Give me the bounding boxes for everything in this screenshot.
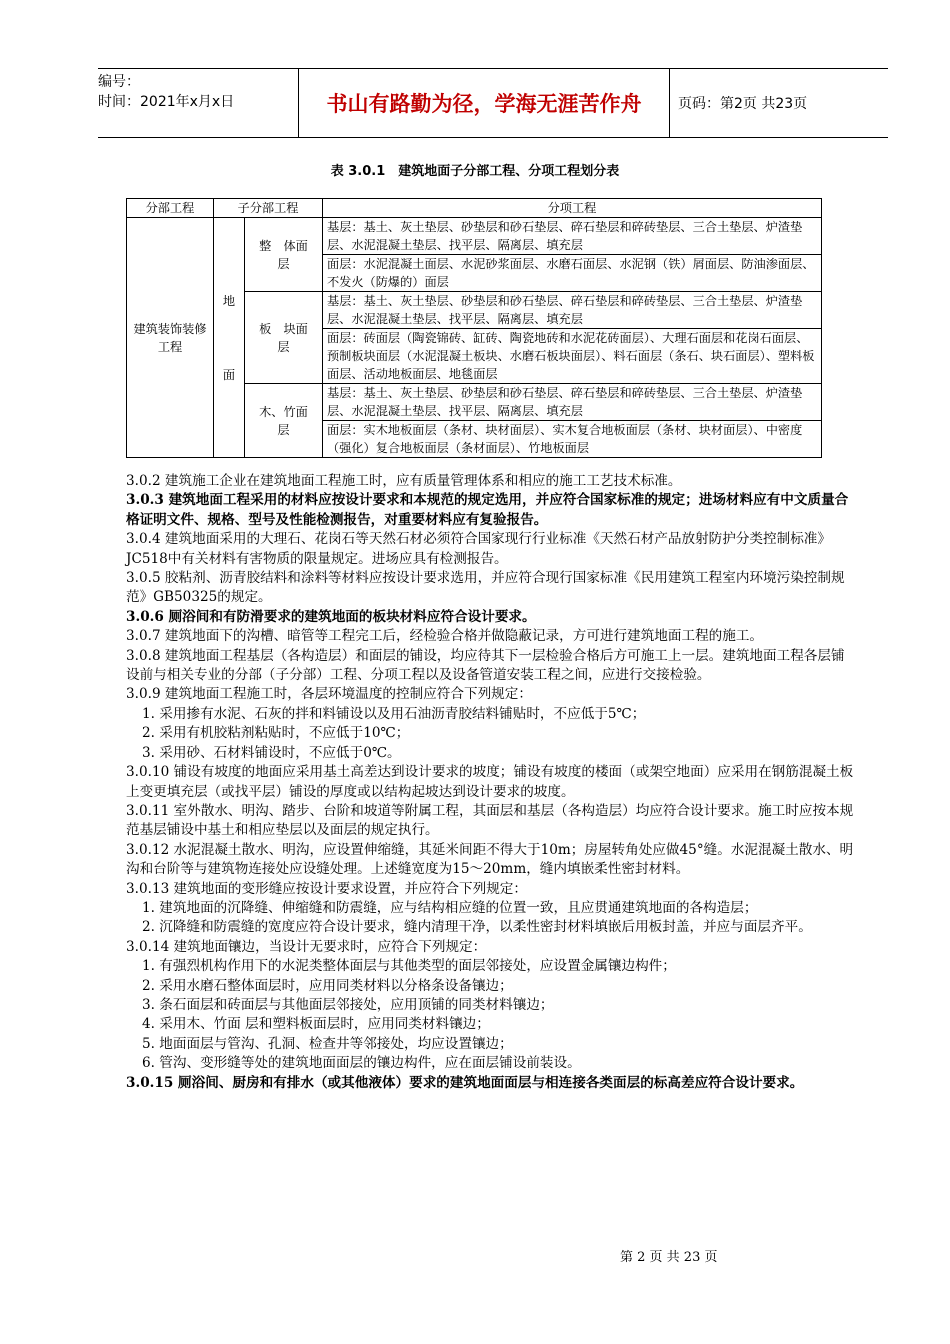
clause-paragraph: 3.0.6 厕浴间和有防滑要求的建筑地面的板块材料应符合设计要求。	[126, 608, 536, 625]
division-table	[126, 198, 822, 458]
part-cell: 建筑装饰装修工程	[127, 218, 214, 458]
clause-paragraph: 3.0.5 胶粘剂、沥青胶结料和涂料等材料应按设计要求选用，并应符合现行国家标准《民用建筑工程室内环境污染控制规范》GB50325的规定。	[126, 570, 845, 606]
list-item: 3. 采用砂、石材料铺设时，不应低于0℃。	[142, 744, 401, 761]
time-label: 时间：2021年x月x日	[98, 94, 235, 110]
base-cell: 基层：基土、灰土垫层、砂垫层和砂石垫层、碎石垫层和碎砖垫层、三合土垫层、炉渣垫层、水泥混凝土垫层、找平层、隔离层、填充层	[323, 384, 822, 421]
list-item: 2. 沉降缝和防震缝的宽度应符合设计要求，缝内清理干净，以柔性密封材料填嵌后用板封盖，并应与面层齐平。	[142, 919, 812, 936]
clause-paragraph: 3.0.7 建筑地面下的沟槽、暗管等工程完工后，经检验合格并做隐蔽记录，方可进行建筑地面工程的施工。	[126, 628, 764, 645]
table-caption: 表 3.0.1 建筑地面子分部工程、分项工程划分表	[330, 164, 620, 179]
surface-cell: 面层：实木地板面层（条材、块材面层）、实木复合地板面层（条材、块材面层）、中密度（强化）复合地板面层（条材面层）、竹地板面层	[323, 421, 822, 458]
list-item: 3. 条石面层和砖面层与其他面层邻接处，应用顶铺的同类材料镶边；	[142, 996, 554, 1013]
clause-paragraph: 3.0.13 建筑地面的变形缝应按设计要求设置，并应符合下列规定：	[126, 880, 527, 897]
base-cell: 基层：基土、灰土垫层、砂垫层和砂石垫层、碎石垫层和碎砖垫层、三合土垫层、炉渣垫层、水泥混凝土垫层、找平层、隔离层、填充层	[323, 292, 822, 329]
page-footer: 第 2 页 共 23 页	[620, 1250, 718, 1265]
clause-paragraph: 3.0.15 厕浴间、厨房和有排水（或其他液体）要求的建筑地面面层与相连接各类面层的标高差应符合设计要求。	[126, 1074, 804, 1091]
list-item: 1. 有强烈机构作用下的水泥类整体面层与其他类型的面层邻接处，应设置金属镶边构件；	[142, 958, 676, 975]
clause-paragraph: 3.0.4 建筑地面采用的大理石、花岗石等天然石材必须符合国家现行行业标准《天然石材产品放射防护分类控制标准》JC518中有关材料有害物质的限量规定。进场应具有检测报告。	[126, 531, 831, 567]
clause-paragraph: 3.0.10 铺设有坡度的地面应采用基土高差达到设计要求的坡度；铺设有坡度的楼面（或架空地面）应采用在钢筋混凝土板上变更填充层（或找平层）铺设的厚度或以结构起坡达到设计要求的坡度。	[126, 764, 854, 800]
group-name: 木、竹面 层	[244, 384, 322, 458]
group-name: 整 体面 层	[244, 218, 322, 292]
clause-paragraph: 3.0.2 建筑施工企业在建筑地面工程施工时，应有质量管理体系和相应的施工工艺技术标准。	[126, 473, 682, 489]
number-label: 编号：	[98, 74, 140, 90]
clause-paragraph: 3.0.11 室外散水、明沟、踏步、台阶和坡道等附属工程，其面层和基层（各构造层）均应符合设计要求。施工时应按本规范基层铺设中基土和相应垫层以及面层的规定执行。	[126, 802, 854, 839]
clause-paragraph: 3.0.3 建筑地面工程采用的材料应按设计要求和本规范的规定选用，并应符合国家标准的规定；进场材料应有中文质量合格证明文件、规格、型号及性能检测报告，对重要材料应有复验报告。	[126, 492, 849, 528]
surface-cell: 面层：水泥混凝土面层、水泥砂浆面层、水磨石面层、水泥钢（铁）屑面层、防油渗面层、不发火（防爆的）面层	[323, 255, 822, 292]
list-item: 2. 采用有机胶粘剂粘贴时，不应低于10℃；	[142, 725, 410, 742]
sub-char-1: 地	[222, 293, 236, 308]
list-item: 1. 建筑地面的沉降缝、伸缩缝和防震缝，应与结构相应缝的位置一致，且应贯通建筑地面的各构造层；	[142, 899, 758, 916]
header-part: 分部工程	[127, 199, 214, 218]
header-page-label: 页码：第2页 共23页	[678, 96, 808, 112]
header-meta	[98, 69, 298, 137]
header-sub: 子分部工程	[214, 199, 323, 218]
group-name: 板 块面 层	[244, 292, 322, 384]
clause-paragraph: 3.0.14 建筑地面镶边，当设计无要求时，应符合下列规定：	[126, 938, 487, 955]
list-item: 5. 地面面层与管沟、孔洞、检查井等邻接处，均应设置镶边；	[142, 1035, 513, 1052]
clause-paragraph: 3.0.12 水泥混凝土散水、明沟，应设置伸缩缝，其延米间距不得大于10m；房屋转角处应做45°缝。水泥混凝土散水、明沟和台阶等与建筑物连接处应设缝处理。上述缝宽度为15～20mm，缝内填嵌柔性密封材料。	[126, 841, 854, 878]
list-item: 6. 管沟、变形缝等处的建筑地面面层的镶边构件，应在面层铺设前装设。	[142, 1055, 581, 1072]
list-item: 2. 采用水磨石整体面层时，应用同类材料以分格条设备镶边；	[142, 977, 513, 994]
page-header	[98, 68, 888, 138]
clause-paragraph: 3.0.9 建筑地面工程施工时，各层环境温度的控制应符合下列规定：	[126, 686, 532, 703]
base-cell: 基层：基土、灰土垫层、砂垫层和砂石垫层、碎石垫层和碎砖垫层、三合土垫层、炉渣垫层、水泥混凝土垫层、找平层、隔离层、填充层	[323, 218, 822, 255]
clause-paragraph: 3.0.8 建筑地面工程基层（各构造层）和面层的铺设，均应待其下一层检验合格后方可施工上一层。建筑地面工程各层铺设前与相关专业的分部（子分部）工程、分项工程以及设备管道安装工程之间，应进行交接检验。	[126, 647, 845, 684]
table-row	[127, 218, 822, 255]
header-items: 分项工程	[323, 199, 822, 218]
sub-char-2: 面	[222, 367, 236, 382]
list-item: 4. 采用木、竹面 层和塑料板面层时，应用同类材料镶边；	[142, 1016, 490, 1033]
sub-cell	[214, 218, 245, 458]
header-motto: 书山有路勤为径，学海无涯苦作舟	[298, 69, 670, 137]
body-text	[126, 472, 856, 1093]
list-item: 1. 采用掺有水泥、石灰的拌和料铺设以及用石油沥青胶结料铺贴时，不应低于5℃；	[142, 705, 646, 722]
table-header-row	[127, 199, 822, 218]
surface-cell: 面层：砖面层（陶瓷锦砖、缸砖、陶瓷地砖和水泥花砖面层）、大理石面层和花岗石面层、预制板块面层（水泥混凝土板块、水磨石板块面层）、料石面层（条石、块石面层）、塑料板面层、活动地板面层、地毯面层	[323, 329, 822, 384]
